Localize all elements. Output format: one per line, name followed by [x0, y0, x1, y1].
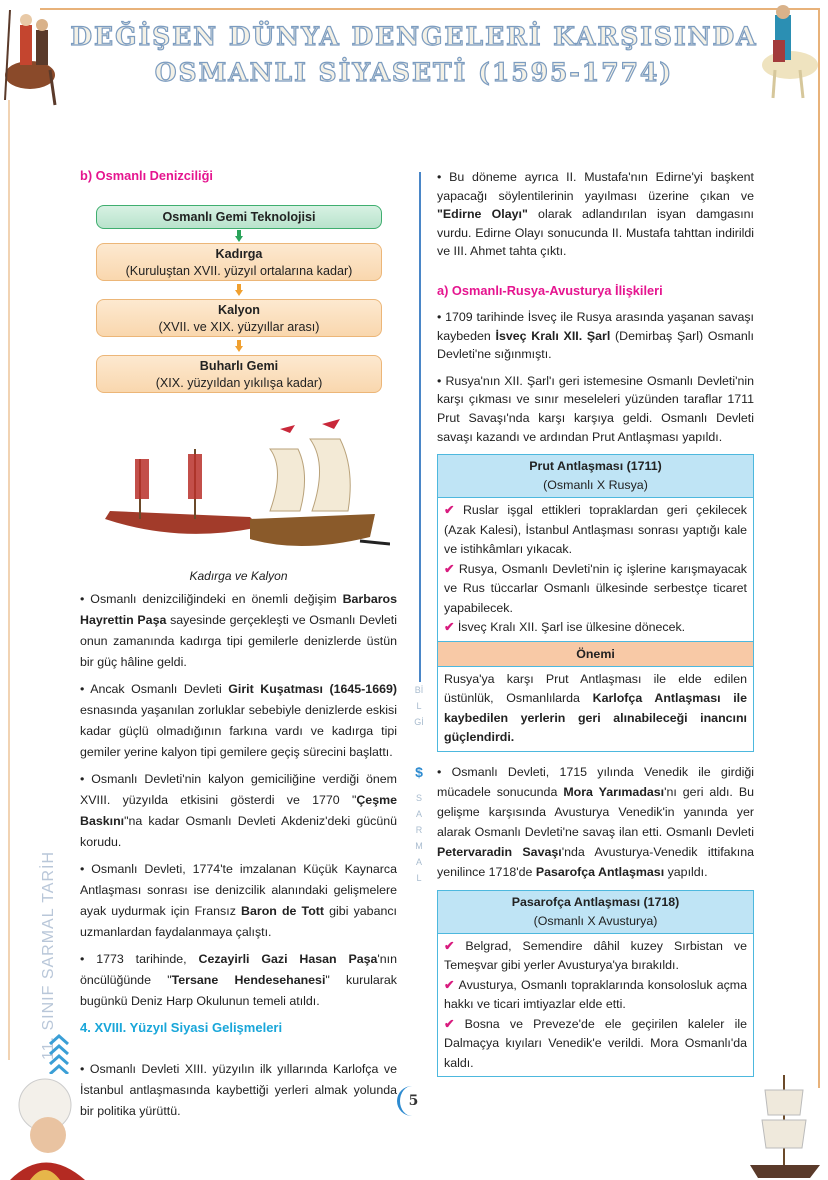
text-run: • 1773 tarihinde,: [80, 952, 199, 966]
side-label: 11. SINIF SARMAL TARİH: [40, 850, 57, 1060]
flow-step-title: Kadırga: [215, 247, 263, 261]
pasarofca-treaty-box: [437, 890, 754, 1078]
cavalry-illustration: [0, 0, 70, 110]
text-run: 'nı geri aldı. Bu gelişme karşısında Avusturya Venedik'in yanında yer alarak Osmanlı Devleti'ne savaş ilan etti. Osmanlı Devleti: [437, 784, 754, 839]
text-run: • Rusya'nın XII. Şarl'ı geri istemesine Osmanlı Devleti'nin karşı çıkması ve sınır meseleleri yüzünden taraflar 1711 Prut Savaşı'nda karşı karşıya geldi. Osmanlı Devleti savaşı kazandı ve ardından Prut Antlaşması yapıldı.: [437, 373, 754, 444]
text-run: esnasında yaşanılan zorluklar sebebiyle denizlerde eskisi kadar güçlü olmadığının farkına vardı ve kadırga tipi gemiler yerine kalyon tipi gemilere geçiş sürecini başlattı.: [80, 703, 397, 759]
checkmark-icon: ✔: [444, 561, 459, 576]
importance-header: Önemi: [438, 641, 753, 667]
paragraph: [80, 1059, 397, 1122]
text-run: (Demirbaş Şarl) Osmanlı Devleti'ne sığınmıştı.: [437, 328, 754, 362]
vertical-label-bilgi: BİLGİ: [414, 685, 424, 727]
text-run: "na kadar Osmanlı Devleti Akdeniz'deki gücünü korudu.: [80, 814, 397, 849]
treaty-title: Pasarofça Antlaşması (1718): [511, 894, 680, 909]
checkmark-icon: ✔: [444, 1016, 465, 1031]
page-frame-left: [8, 100, 10, 1060]
left-column: [80, 168, 397, 1128]
page-title-line1: DEĞİŞEN DÜNYA DENGELERİ KARŞISINDA: [70, 22, 758, 51]
bold-term: "Edirne Olayı": [437, 207, 528, 222]
bs-logo-icon: $: [415, 764, 423, 780]
section-heading-denizcilik: b) Osmanlı Denizciliği: [80, 168, 213, 183]
paragraph-1709: [437, 308, 754, 364]
arrow-down-icon: [235, 230, 243, 242]
paragraph: [80, 859, 397, 943]
text-run: " kurularak bugünkü Deniz Harp Okulunun temeli atıldı.: [80, 973, 397, 1008]
treaty-item: [444, 618, 747, 638]
section-heading-iliskiler: a) Osmanlı-Rusya-Avusturya İlişkileri: [437, 282, 663, 298]
paragraph: [80, 949, 397, 1012]
treaty-item-text: İsveç Kralı XII. Şarl ise ülkesine dönecek.: [457, 620, 686, 635]
treaty-header: [438, 891, 753, 934]
page-frame-top: [40, 8, 820, 10]
paragraph: [80, 769, 397, 853]
text-run: • Ancak Osmanlı Devleti: [80, 682, 229, 696]
page-title-line2: OSMANLI SİYASETİ (1595-1774): [154, 58, 674, 87]
treaty-items: [438, 934, 753, 1077]
treaty-items: [438, 498, 753, 641]
bold-term: Çeşme Baskını: [80, 793, 397, 828]
bold-term: Girit Kuşatması (1645-1669): [228, 682, 397, 696]
treaty-item: [444, 1015, 747, 1074]
flow-step-title: Kalyon: [218, 303, 260, 317]
treaty-title: Prut Antlaşması (1711): [529, 459, 662, 474]
text-run: Rusya'ya karşı Prut Antlaşması ile elde edilen üstünlük, Osmanlılarda: [444, 671, 747, 706]
right-column: [437, 168, 754, 1087]
treaty-item: [444, 501, 747, 560]
sultan-portrait: [0, 1075, 90, 1180]
bold-term: Barbaros Hayrettin Paşa: [80, 592, 397, 627]
arrow-down-icon: [235, 284, 243, 296]
bold-term: Karlofça Antlaşması ile kaybedilen yerlerin geri alınabileceği inancını güçlendirdi.: [444, 691, 747, 745]
flow-step-buharli: [96, 355, 382, 393]
text-run: • Osmanlı Devleti, 1715 yılında Venedik ile girdiği mücadele sonucunda: [437, 764, 754, 799]
flow-root-box: Osmanlı Gemi Teknolojisi: [96, 205, 382, 229]
bold-term: Cezayirli Gazi Hasan Paşa: [198, 952, 378, 966]
section-heading-xviii: 4. XVIII. Yüzyıl Siyasi Gelişmeleri: [80, 1020, 283, 1035]
treaty-item-text: Belgrad, Semendire dâhil kuzey Sırbistan ve Temeşvar gibi yerler Avusturya'ya bırakıldı.: [444, 938, 747, 973]
bold-term: Tersane Hendesehanesi: [171, 973, 326, 987]
chevrons-up-icon: [48, 1032, 70, 1074]
bold-term: Petervaradin Savaşı: [437, 844, 562, 859]
text-run: yapıldı.: [664, 864, 708, 879]
ship-technology-flowchart: [80, 193, 397, 419]
paragraph-edirne: [437, 168, 754, 261]
treaty-item-text: Ruslar işgal ettikleri topraklardan geri çekilecek (Azak Kalesi), İstanbul Antlaşması sonrası yaptığı kale ve istihkâmları yıkacak.: [444, 503, 748, 557]
arrow-down-icon: [235, 340, 243, 352]
treaty-item-text: Rusya, Osmanlı Devleti'nin iç işlerine karışmayacak ve Rus tüccarlar Osmanlı ülkesinde serbestçe ticaret yapabilecek.: [444, 561, 747, 615]
ships-figure: [80, 419, 397, 569]
page-frame-right: [818, 8, 820, 1088]
treaty-header: [438, 455, 753, 498]
vertical-label-sarmal: SARMAL: [415, 793, 423, 883]
flow-step-kalyon: [96, 299, 382, 337]
bold-term: Pasarofça Antlaşması: [535, 864, 665, 879]
text-run: • Osmanlı Devleti XIII. yüzyılın ilk yıllarında Karlofça ve İstanbul antlaşmasında kaybettiği yerleri almak yolunda bir politika yürüttü.: [80, 1062, 397, 1118]
paragraph: [80, 679, 397, 763]
text-run: • 1709 tarihinde İsveç ile Rusya arasında yaşanan savaşı kaybeden: [437, 309, 754, 343]
bold-term: İsveç Kralı XII. Şarl: [495, 328, 611, 343]
text-run: • Osmanlı denizciliğindeki en önemli değişim: [80, 592, 343, 606]
page-number: 5: [397, 1086, 427, 1116]
ships-illustration: [100, 419, 390, 564]
checkmark-icon: ✔: [444, 503, 463, 518]
treaty-subtitle: (Osmanlı X Rusya): [543, 478, 648, 493]
treaty-item: [444, 937, 747, 976]
treaty-item: [444, 976, 747, 1015]
flow-step-kadirga: [96, 243, 382, 281]
flow-step-title: Buharlı Gemi: [199, 359, 279, 373]
text-run: • Bu döneme ayrıca II. Mustafa'nın Edirne'yi başkent yapacağı söylentilerinin yayılması üzerine çıkan ve: [437, 170, 754, 203]
importance-text: [438, 667, 753, 751]
prut-treaty-box: [437, 454, 754, 752]
treaty-item-text: Bosna ve Preveze'de ele geçirilen kaleler ile Dalmaçya kıyıları Venedik'e verildi. Mora Osmanlı'da kaldı.: [444, 1016, 747, 1070]
bold-term: Baron de Tott: [241, 904, 325, 918]
bold-term: Mora Yarımadası: [563, 784, 665, 799]
checkmark-icon: ✔: [444, 938, 466, 953]
column-divider: [419, 172, 421, 682]
flow-step-sub: (XVII. ve XIX. yüzyıllar arası): [158, 320, 320, 334]
text-run: gibi yabancı uzmanlardan faydalanmaya çalıştı.: [80, 904, 397, 939]
treaty-subtitle: (Osmanlı X Avusturya): [533, 913, 658, 928]
flow-step-sub: (XIX. yüzyıldan yıkılışa kadar): [155, 376, 323, 390]
flow-step-sub: (Kuruluştan XVII. yüzyıl ortalarına kadar): [125, 264, 353, 278]
treaty-item: [444, 560, 747, 619]
text-run: 'nın öncülüğünde ": [80, 952, 398, 987]
text-run: 'nda Avusturya-Venedik ittifakına yenilince 1718'de: [437, 844, 754, 879]
paragraph-1715: [437, 762, 754, 882]
text-run: olarak adlandırılan isyan damgasını vurdu. Edirne Olayı sonucunda II. Mustafa tahttan indirildi ve III. Ahmet tahta çıktı.: [437, 207, 754, 259]
checkmark-icon: ✔: [444, 977, 459, 992]
text-run: • Osmanlı Devleti'nin kalyon gemiciliğine verdiği önem XVIII. yüzyılda etkisini gösterdi ve 1770 ": [80, 772, 397, 807]
text-run: • Osmanlı Devleti, 1774'te imzalanan Küçük Kaynarca Antlaşması sonrası ise denizcilik alanındaki gelişmelere ayak uydurmak için Fransız: [80, 862, 397, 918]
image-caption: Kadırga ve Kalyon: [189, 569, 288, 583]
treaty-item-text: Avusturya, Osmanlı topraklarında konsolosluk açma hakkı ve ticari imtiyazlar elde etti.: [444, 977, 747, 1012]
checkmark-icon: ✔: [444, 620, 458, 635]
paragraph: [80, 589, 397, 673]
paragraph-prut-war: [437, 372, 754, 446]
text-run: sayesinde gerçekleşti ve Osmanlı Devleti onun zamanında kadırga tipi gemilerle denizlerde üstün bir güç hâline geldi.: [80, 613, 397, 669]
